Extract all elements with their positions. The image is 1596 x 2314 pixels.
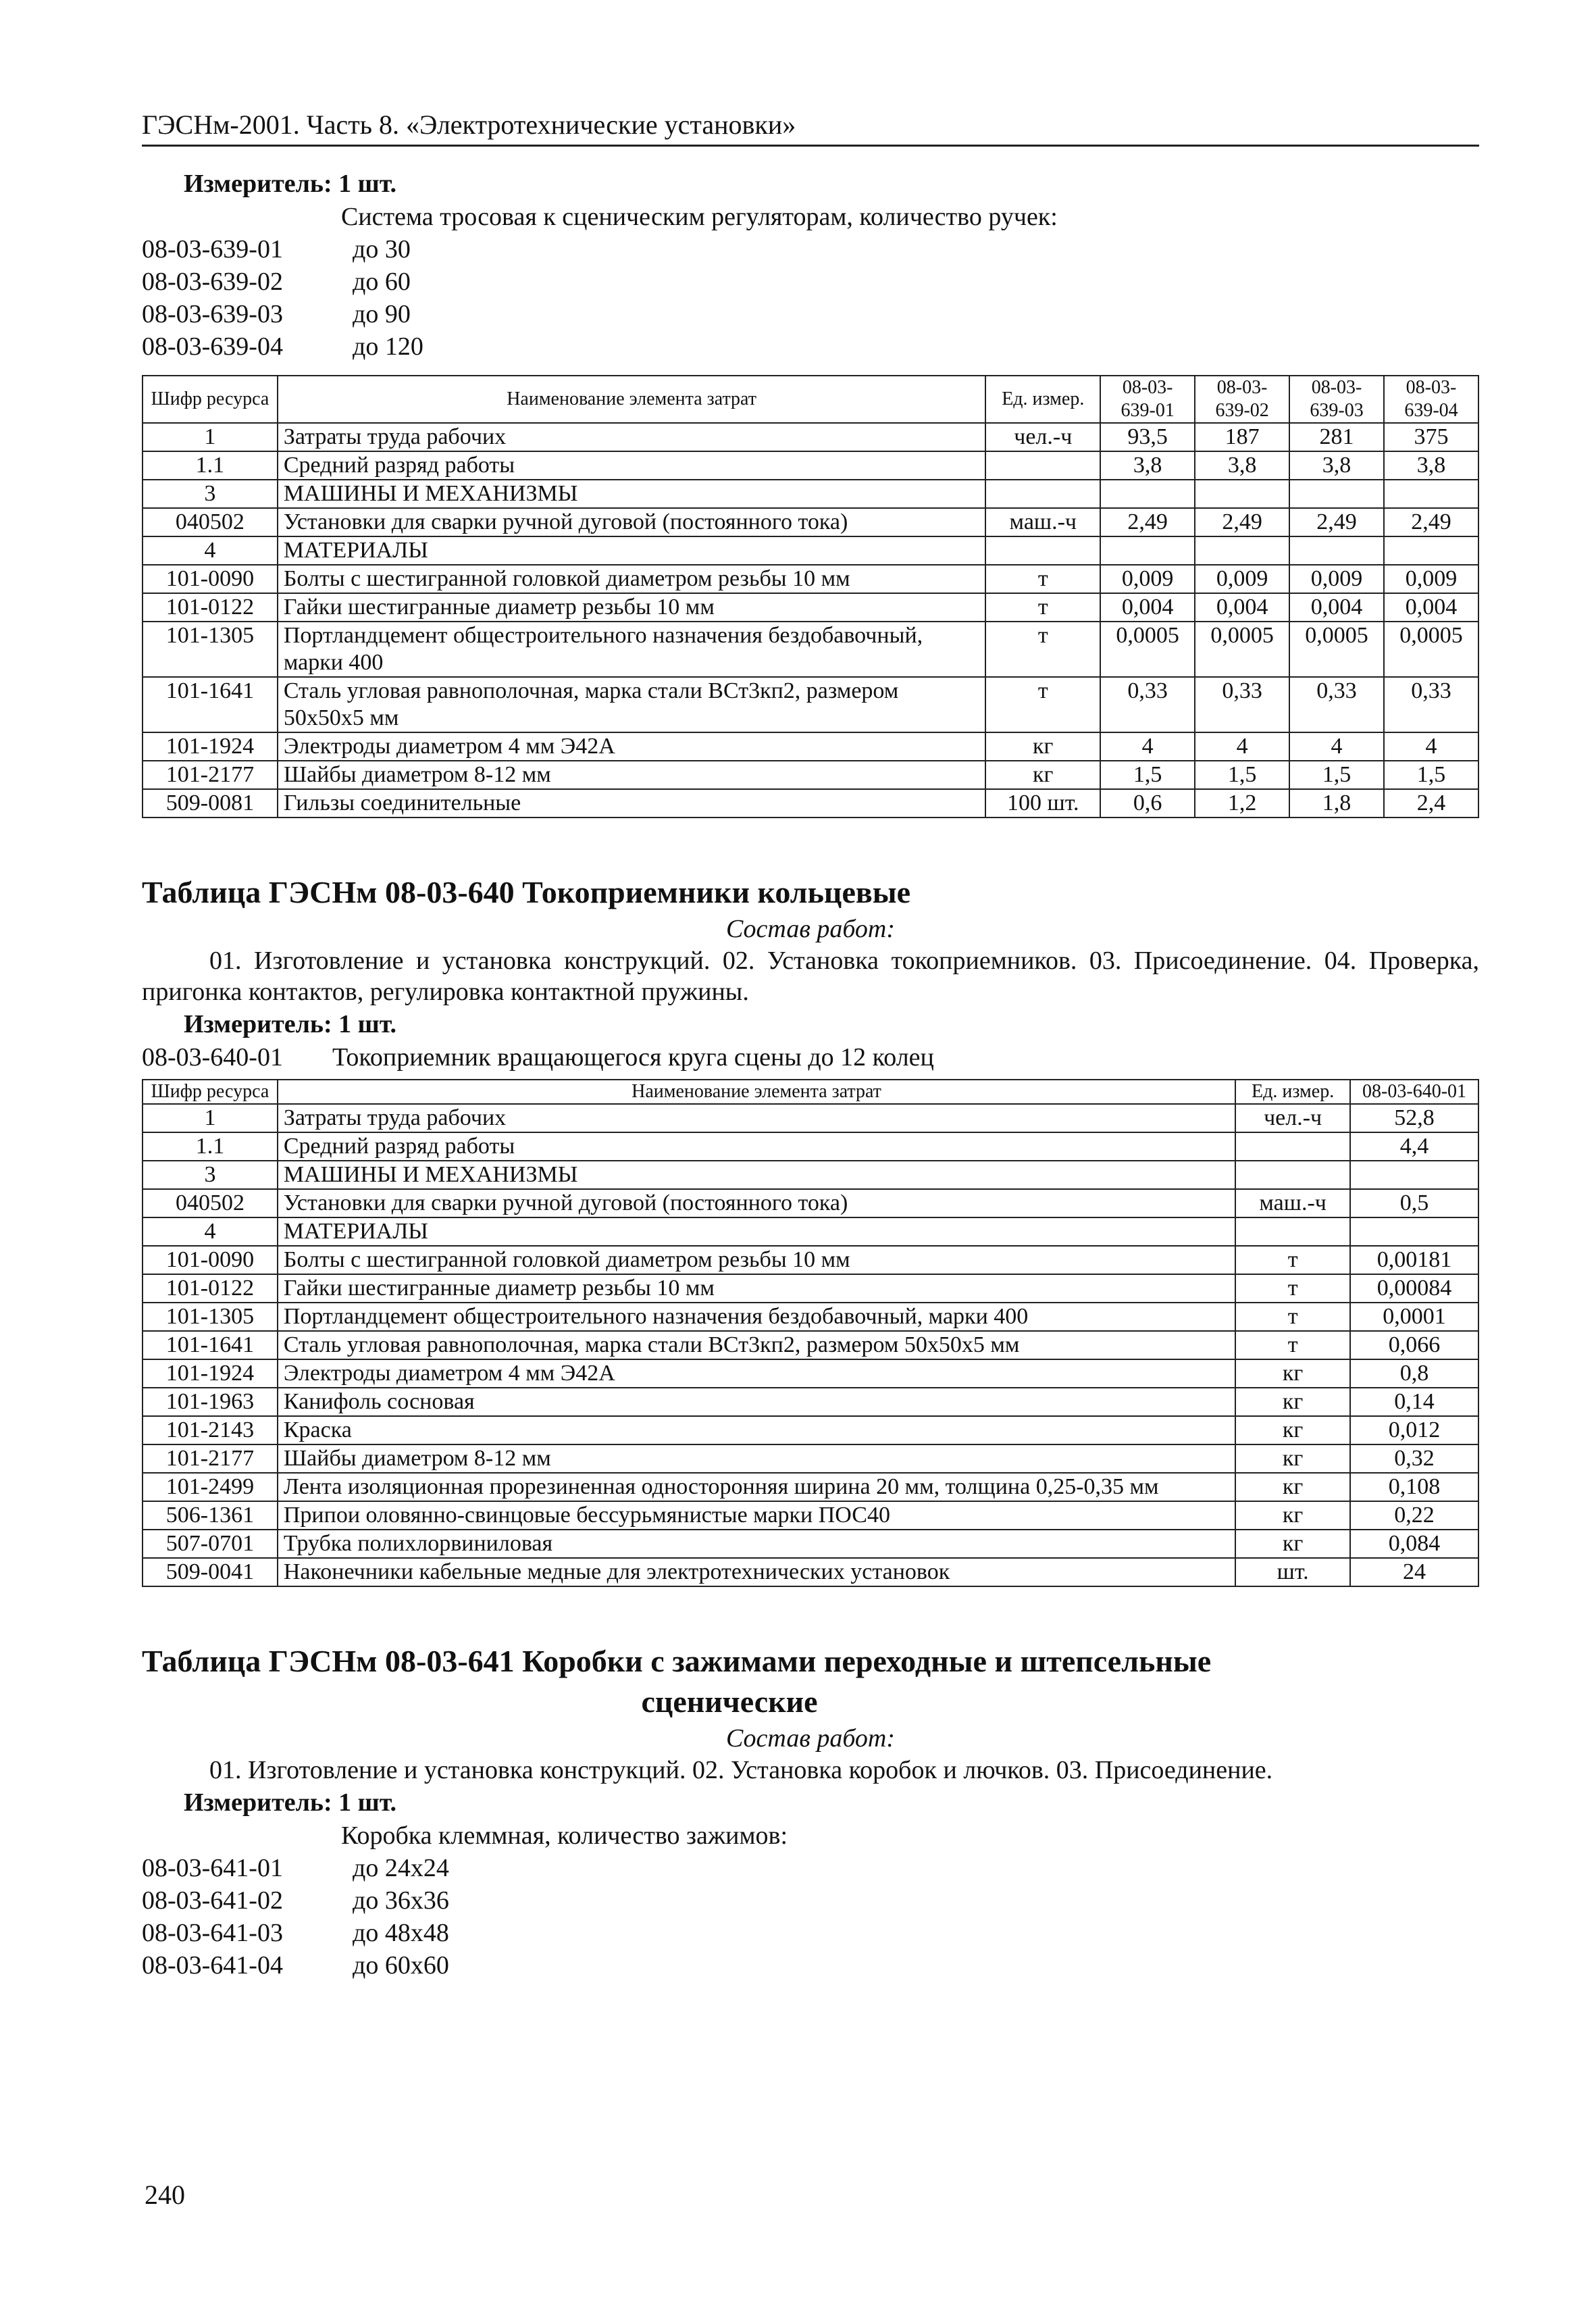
cell-value: 52,8	[1350, 1104, 1478, 1132]
block-639-intro	[142, 167, 1479, 363]
code-text: до 60х60	[353, 1951, 449, 1980]
cell-value: 0,009	[1384, 565, 1478, 593]
cell-value	[1350, 1217, 1478, 1246]
cell-value: 0,009	[1100, 565, 1195, 593]
cell-code: 101-0122	[143, 593, 278, 622]
cell-unit: маш.-ч	[985, 508, 1100, 536]
cell-unit: т	[1235, 1274, 1350, 1303]
cell-name: Наконечники кабельные медные для электротехнических установок	[278, 1558, 1235, 1586]
cell-name: Портландцемент общестроительного назначения бездобавочный, марки 400	[278, 622, 986, 677]
table-title: Таблица ГЭСНм 08-03-640 Токоприемники кольцевые	[142, 875, 911, 909]
code: 08-03-639-04	[142, 332, 283, 361]
cell-value: 2,49	[1289, 508, 1384, 536]
work-label: Состав работ:	[725, 915, 896, 943]
cell-unit	[1235, 1217, 1350, 1246]
header-col: 08-03-639-03	[1289, 376, 1384, 423]
cell-value: 0,004	[1289, 593, 1384, 622]
table-row	[143, 1132, 1478, 1161]
cell-value: 0,32	[1350, 1444, 1478, 1473]
cell-value	[1100, 536, 1195, 565]
cell-value: 0,0005	[1195, 622, 1289, 677]
cell-name: Болты с шестигранной головкой диаметром резьбы 10 мм	[278, 565, 986, 593]
cell-unit: маш.-ч	[1235, 1189, 1350, 1217]
cell-unit: чел.-ч	[1235, 1104, 1350, 1132]
table-row	[143, 1274, 1478, 1303]
cell-code: 101-1924	[143, 1359, 278, 1388]
cell-unit: т	[1235, 1303, 1350, 1331]
table-row	[143, 677, 1478, 732]
table-header	[143, 1080, 1478, 1104]
table-row	[143, 1416, 1478, 1444]
cell-value: 2,49	[1195, 508, 1289, 536]
cell-name: Гайки шестигранные диаметр резьбы 10 мм	[278, 1274, 1235, 1303]
cell-value: 4	[1289, 732, 1384, 761]
cell-unit: кг	[985, 732, 1100, 761]
cell-value: 0,33	[1384, 677, 1478, 732]
cell-code: 101-2499	[143, 1473, 278, 1501]
header-code: Шифр ресурса	[143, 1080, 278, 1104]
code: 08-03-639-03	[142, 300, 283, 328]
table-row	[143, 1444, 1478, 1473]
cell-code: 101-1641	[143, 677, 278, 732]
cell-unit: кг	[1235, 1359, 1350, 1388]
cell-value: 93,5	[1100, 423, 1195, 451]
cell-value: 3,8	[1289, 451, 1384, 480]
code: 08-03-639-01	[142, 235, 283, 263]
table-row	[143, 1501, 1478, 1530]
cell-name: Шайбы диаметром 8-12 мм	[278, 1444, 1235, 1473]
code: 08-03-641-01	[142, 1854, 283, 1882]
cell-value	[1384, 480, 1478, 508]
cell-value: 3,8	[1195, 451, 1289, 480]
cell-code: 507-0701	[143, 1530, 278, 1558]
table-row	[143, 1189, 1478, 1217]
cell-value: 0,009	[1195, 565, 1289, 593]
cell-unit: кг	[1235, 1530, 1350, 1558]
header-col: 08-03-639-02	[1195, 376, 1289, 423]
cell-value: 1,5	[1384, 761, 1478, 789]
code-text: до 60	[353, 268, 411, 296]
cell-value	[1289, 536, 1384, 565]
cell-name: Электроды диаметром 4 мм Э42А	[278, 1359, 1235, 1388]
cell-code: 040502	[143, 508, 278, 536]
cell-code: 509-0081	[143, 789, 278, 818]
table-row	[143, 536, 1478, 565]
cell-code: 101-1305	[143, 622, 278, 677]
table-row	[143, 1359, 1478, 1388]
cell-unit: шт.	[1235, 1558, 1350, 1586]
cell-value: 0,6	[1100, 789, 1195, 818]
table-row	[143, 761, 1478, 789]
cell-name: Гайки шестигранные диаметр резьбы 10 мм	[278, 593, 986, 622]
code-row	[142, 1041, 1479, 1074]
cell-code: 4	[143, 1217, 278, 1246]
cell-code: 101-0090	[143, 1246, 278, 1274]
cell-value: 3,8	[1384, 451, 1478, 480]
cell-value	[1195, 480, 1289, 508]
header-col: 08-03-640-01	[1350, 1080, 1478, 1104]
cell-value: 0,00084	[1350, 1274, 1478, 1303]
header-col: 08-03-639-01	[1100, 376, 1195, 423]
cell-value: 0,0005	[1100, 622, 1195, 677]
cell-unit: чел.-ч	[985, 423, 1100, 451]
cell-value: 4	[1195, 732, 1289, 761]
cell-value: 0,084	[1350, 1530, 1478, 1558]
header-name: Наименование элемента затрат	[278, 1080, 1235, 1104]
cell-name: Установки для сварки ручной дуговой (постоянного тока)	[278, 1189, 1235, 1217]
cell-name: Канифоль сосновая	[278, 1388, 1235, 1416]
cell-value: 1,2	[1195, 789, 1289, 818]
cell-name: Припои оловянно-свинцовые бессурьмянистые марки ПОС40	[278, 1501, 1235, 1530]
cell-value: 0,108	[1350, 1473, 1478, 1501]
cell-unit	[985, 451, 1100, 480]
cell-code: 1.1	[143, 1132, 278, 1161]
cell-name: Гильзы соединительные	[278, 789, 986, 818]
cell-name: Краска	[278, 1416, 1235, 1444]
cell-value	[1384, 536, 1478, 565]
cell-unit: кг	[1235, 1501, 1350, 1530]
cell-unit: т	[985, 622, 1100, 677]
cell-value	[1195, 536, 1289, 565]
measure-label: Измеритель: 1 шт.	[184, 1788, 397, 1817]
cell-code: 101-0122	[143, 1274, 278, 1303]
cell-unit: кг	[1235, 1416, 1350, 1444]
cell-value: 0,00181	[1350, 1246, 1478, 1274]
table-title: Таблица ГЭСНм 08-03-641 Коробки с зажимами переходные и штепсельные	[142, 1644, 1212, 1678]
cell-unit: т	[985, 593, 1100, 622]
work-text: 01. Изготовление и установка конструкций. 02. Установка коробок и лючков. 03. Присоединение.	[209, 1756, 1273, 1784]
cell-value: 0,009	[1289, 565, 1384, 593]
section-640	[142, 872, 1479, 1074]
cell-name: Сталь угловая равнополочная, марка стали ВСт3кп2, размером 50х50х5 мм	[278, 1331, 1235, 1359]
table-row	[143, 423, 1478, 451]
cell-code: 1.1	[143, 451, 278, 480]
cell-value: 4	[1100, 732, 1195, 761]
code-row	[142, 1917, 1479, 1949]
cell-value: 187	[1195, 423, 1289, 451]
cell-value: 4,4	[1350, 1132, 1478, 1161]
cell-code: 040502	[143, 1189, 278, 1217]
cell-unit	[1235, 1161, 1350, 1189]
table-row	[143, 1473, 1478, 1501]
cell-name: Болты с шестигранной головкой диаметром резьбы 10 мм	[278, 1246, 1235, 1274]
code-row	[142, 1852, 1479, 1884]
cell-unit: кг	[1235, 1388, 1350, 1416]
code-row	[142, 1884, 1479, 1917]
code-text: до 48х48	[353, 1919, 449, 1947]
code-row	[142, 233, 1479, 266]
resource-table-640	[142, 1079, 1479, 1587]
cell-name: МАШИНЫ И МЕХАНИЗМЫ	[278, 480, 986, 508]
table-row	[143, 1331, 1478, 1359]
table-row	[143, 1161, 1478, 1189]
cell-name: Средний разряд работы	[278, 1132, 1235, 1161]
cell-code: 1	[143, 1104, 278, 1132]
cell-value: 0,066	[1350, 1331, 1478, 1359]
cell-value: 24	[1350, 1558, 1478, 1586]
cell-unit: кг	[1235, 1444, 1350, 1473]
table-row	[143, 1388, 1478, 1416]
header-code: Шифр ресурса	[143, 376, 278, 423]
table-row	[143, 1530, 1478, 1558]
table-row	[143, 593, 1478, 622]
cell-value: 0,8	[1350, 1359, 1478, 1388]
cell-value: 0,33	[1289, 677, 1384, 732]
cell-code: 101-0090	[143, 565, 278, 593]
code-list	[142, 1852, 1479, 1982]
cell-code: 3	[143, 480, 278, 508]
cell-unit	[985, 536, 1100, 565]
table-row	[143, 732, 1478, 761]
cell-unit: т	[1235, 1331, 1350, 1359]
cell-code: 3	[143, 1161, 278, 1189]
cell-name: Лента изоляционная прорезиненная односторонняя ширина 20 мм, толщина 0,25-0,35 мм	[278, 1473, 1235, 1501]
table-row	[143, 565, 1478, 593]
code-row	[142, 1949, 1479, 1982]
cell-value: 1,5	[1100, 761, 1195, 789]
cell-code: 101-2177	[143, 761, 278, 789]
code: 08-03-640-01	[142, 1043, 283, 1072]
cell-code: 509-0041	[143, 1558, 278, 1586]
cell-name: МАШИНЫ И МЕХАНИЗМЫ	[278, 1161, 1235, 1189]
header-unit: Ед. измер.	[985, 376, 1100, 423]
code-row	[142, 330, 1479, 363]
code: 08-03-641-03	[142, 1919, 283, 1947]
code: 08-03-639-02	[142, 268, 283, 296]
table-row	[143, 1217, 1478, 1246]
cell-value: 2,49	[1100, 508, 1195, 536]
cell-code: 1	[143, 423, 278, 451]
cell-value: 0,33	[1100, 677, 1195, 732]
table-row	[143, 622, 1478, 677]
cell-name: Средний разряд работы	[278, 451, 986, 480]
intro-text: Коробка клеммная, количество зажимов:	[341, 1821, 788, 1850]
cell-value: 1,5	[1195, 761, 1289, 789]
page-number: 240	[145, 2180, 185, 2210]
cell-value	[1100, 480, 1195, 508]
cell-name: Установки для сварки ручной дуговой (постоянного тока)	[278, 508, 986, 536]
cell-value: 1,5	[1289, 761, 1384, 789]
cell-code: 101-1924	[143, 732, 278, 761]
code-text: до 30	[353, 235, 411, 263]
cell-code: 101-1963	[143, 1388, 278, 1416]
cell-value: 0,33	[1195, 677, 1289, 732]
cell-value: 0,0001	[1350, 1303, 1478, 1331]
code-text: до 90	[353, 300, 411, 328]
cell-value: 2,49	[1384, 508, 1478, 536]
section-641	[142, 1641, 1479, 1982]
cell-code: 101-1641	[143, 1331, 278, 1359]
code-list	[142, 233, 1479, 363]
cell-name: Сталь угловая равнополочная, марка стали ВСт3кп2, размером 50х50х5 мм	[278, 677, 986, 732]
cell-name: Затраты труда рабочих	[278, 423, 986, 451]
cell-value	[1289, 480, 1384, 508]
code-row	[142, 298, 1479, 330]
cell-code: 101-2177	[143, 1444, 278, 1473]
table-row	[143, 480, 1478, 508]
cell-name: МАТЕРИАЛЫ	[278, 536, 986, 565]
cell-value: 0,004	[1195, 593, 1289, 622]
page	[142, 108, 1479, 1982]
cell-value	[1350, 1161, 1478, 1189]
table-header	[143, 376, 1478, 423]
cell-value: 0,004	[1384, 593, 1478, 622]
measure-label: Измеритель: 1 шт.	[184, 170, 397, 198]
cell-code: 101-1305	[143, 1303, 278, 1331]
table-row	[143, 508, 1478, 536]
cell-value: 4	[1384, 732, 1478, 761]
table-title-cont: сценические	[641, 1684, 818, 1719]
cell-name: Портландцемент общестроительного назначения бездобавочный, марки 400	[278, 1303, 1235, 1331]
code-row	[142, 266, 1479, 298]
code-text: до 120	[353, 332, 423, 361]
cell-unit	[1235, 1132, 1350, 1161]
cell-value: 281	[1289, 423, 1384, 451]
header-unit: Ед. измер.	[1235, 1080, 1350, 1104]
cell-name: Затраты труда рабочих	[278, 1104, 1235, 1132]
code: 08-03-641-04	[142, 1951, 283, 1980]
cell-value: 0,0005	[1384, 622, 1478, 677]
intro-text: Система тросовая к сценическим регуляторам, количество ручек:	[341, 203, 1058, 231]
cell-value: 0,004	[1100, 593, 1195, 622]
cell-code: 101-2143	[143, 1416, 278, 1444]
cell-code: 4	[143, 536, 278, 565]
table-row	[143, 789, 1478, 818]
cell-unit: кг	[985, 761, 1100, 789]
cell-value: 0,14	[1350, 1388, 1478, 1416]
cell-name: Трубка полихлорвиниловая	[278, 1530, 1235, 1558]
code-text: до 24х24	[353, 1854, 449, 1882]
table-row	[143, 1558, 1478, 1586]
cell-value: 0,5	[1350, 1189, 1478, 1217]
cell-value: 3,8	[1100, 451, 1195, 480]
table-row	[143, 1303, 1478, 1331]
cell-value: 2,4	[1384, 789, 1478, 818]
code-text: Токоприемник вращающегося круга сцены до 12 колец	[332, 1043, 934, 1072]
code-text: до 36х36	[353, 1886, 449, 1915]
cell-code: 506-1361	[143, 1501, 278, 1530]
table-row	[143, 1104, 1478, 1132]
work-text: 01. Изготовление и установка конструкций. 02. Установка токоприемников. 03. Присоединение. 04. Проверка, пригонка контактов, регулировка контактной пружины.	[142, 947, 1479, 1006]
cell-value: 1,8	[1289, 789, 1384, 818]
measure-label: Измеритель: 1 шт.	[184, 1010, 397, 1038]
cell-value: 0,22	[1350, 1501, 1478, 1530]
cell-unit: т	[985, 565, 1100, 593]
resource-table-639	[142, 375, 1479, 818]
cell-name: Шайбы диаметром 8-12 мм	[278, 761, 986, 789]
work-label: Состав работ:	[725, 1724, 896, 1753]
cell-unit: т	[985, 677, 1100, 732]
cell-unit: 100 шт.	[985, 789, 1100, 818]
cell-unit	[985, 480, 1100, 508]
cell-unit: кг	[1235, 1473, 1350, 1501]
code: 08-03-641-02	[142, 1886, 283, 1915]
cell-value: 0,012	[1350, 1416, 1478, 1444]
table-row	[143, 1246, 1478, 1274]
running-head: ГЭСНм-2001. Часть 8. «Электротехнические установки»	[142, 108, 1479, 147]
table-row	[143, 451, 1478, 480]
header-name: Наименование элемента затрат	[278, 376, 986, 423]
cell-name: Электроды диаметром 4 мм Э42А	[278, 732, 986, 761]
cell-value: 375	[1384, 423, 1478, 451]
cell-name: МАТЕРИАЛЫ	[278, 1217, 1235, 1246]
header-col: 08-03-639-04	[1384, 376, 1478, 423]
cell-unit: т	[1235, 1246, 1350, 1274]
cell-value: 0,0005	[1289, 622, 1384, 677]
